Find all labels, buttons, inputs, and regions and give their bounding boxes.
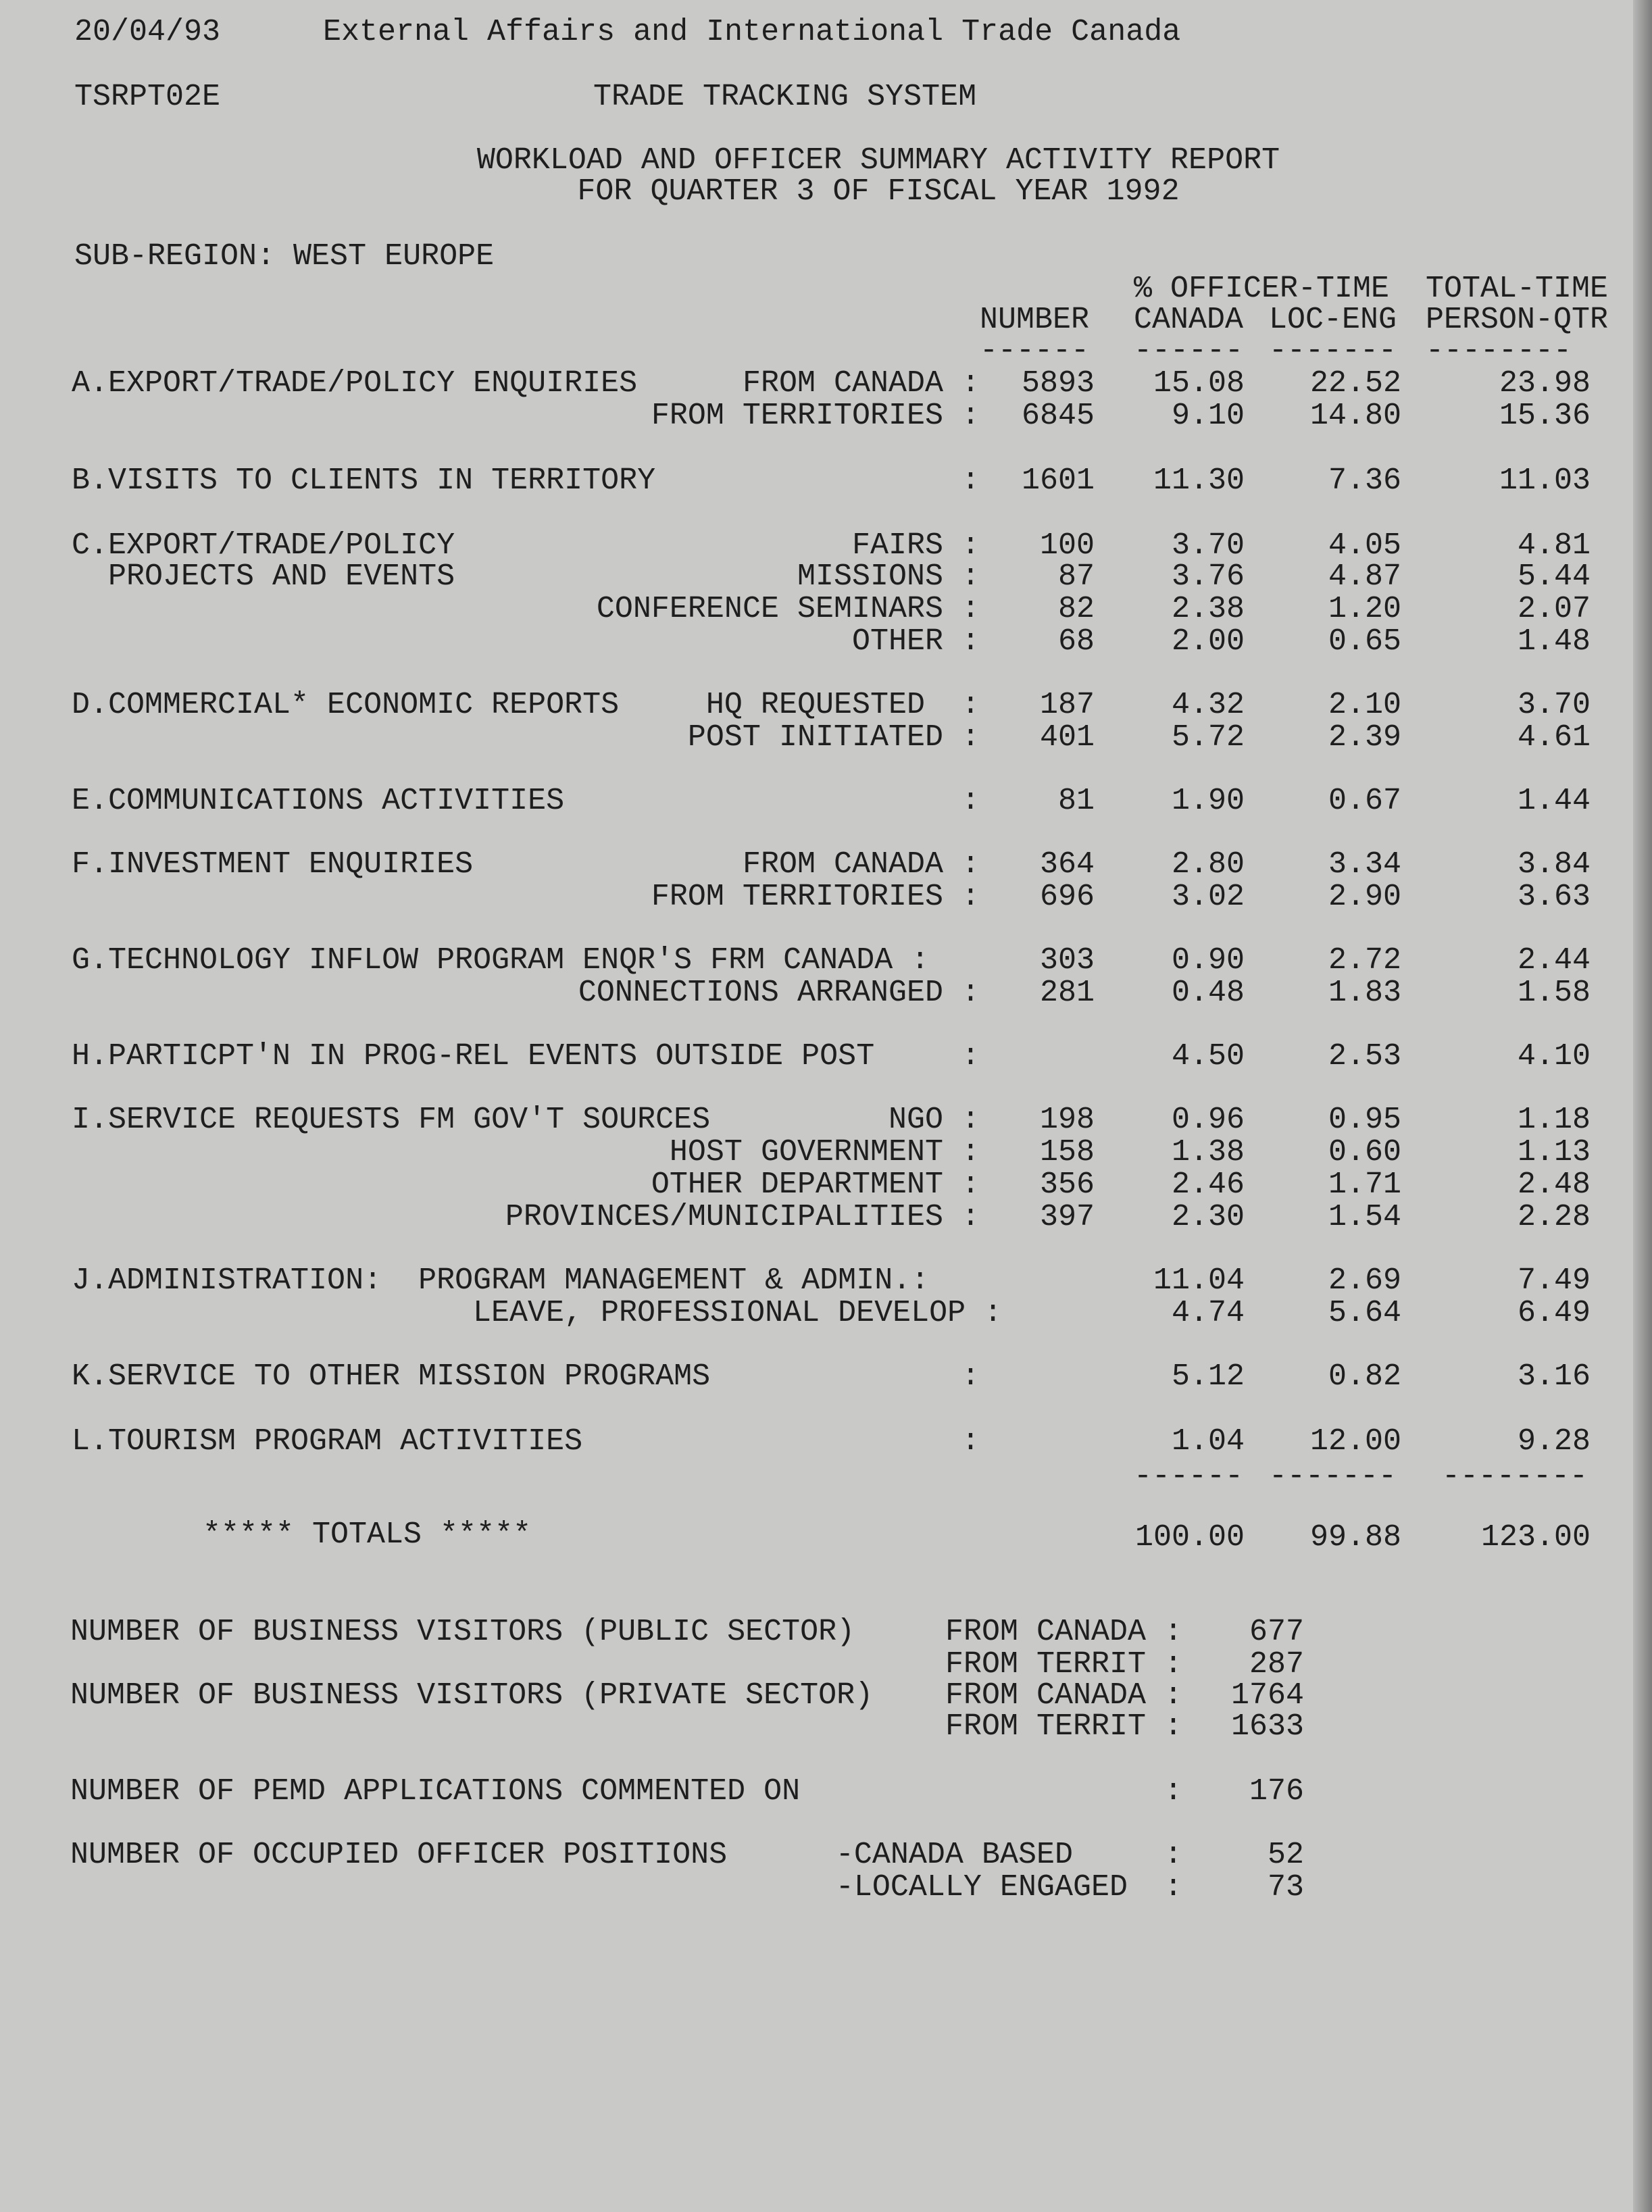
row-loc-eng-pct: 1.71 — [1328, 1167, 1401, 1202]
row-number: 82 — [1057, 592, 1095, 626]
row-person-qtr: 2.28 — [1517, 1200, 1591, 1234]
row-sub-label: : — [961, 1359, 980, 1394]
row-canada-pct: 3.76 — [1171, 559, 1245, 594]
footer-value: 677 — [1249, 1615, 1304, 1649]
row-person-qtr: 2.07 — [1517, 592, 1591, 626]
row-sub-label: OTHER DEPARTMENT : — [651, 1167, 980, 1202]
row-sub-label: FROM CANADA : — [742, 366, 980, 401]
row-canada-pct: 2.46 — [1171, 1167, 1245, 1202]
row-sub-label: CONFERENCE SEMINARS : — [596, 592, 980, 626]
row-person-qtr: 1.58 — [1517, 976, 1591, 1010]
row-loc-eng-pct: 1.20 — [1328, 592, 1401, 626]
row-sub-label: CONNECTIONS ARRANGED : — [578, 976, 980, 1010]
row-loc-eng-pct: 2.39 — [1328, 720, 1401, 755]
row-sub-label: FROM CANADA : — [742, 847, 980, 882]
row-sub-label: : — [961, 1424, 980, 1459]
report-subtitle: FOR QUARTER 3 OF FISCAL YEAR 1992 — [577, 174, 1180, 209]
row-number: 281 — [1039, 976, 1095, 1010]
row-sub-label: FAIRS : — [851, 528, 980, 563]
row-activity-label: L.TOURISM PROGRAM ACTIVITIES — [72, 1424, 583, 1459]
header-rule-number: ------ — [980, 334, 1090, 368]
row-activity-label: B.VISITS TO CLIENTS IN TERRITORY — [72, 463, 656, 498]
row-loc-eng-pct: 0.65 — [1328, 624, 1401, 659]
system-name: TRADE TRACKING SYSTEM — [593, 80, 977, 114]
footer-label: NUMBER OF OCCUPIED OFFICER POSITIONS — [70, 1838, 728, 1872]
footer-value: 176 — [1249, 1774, 1304, 1809]
row-sub-label: PROVINCES/MUNICIPALITIES : — [505, 1200, 980, 1234]
col-header-person-qtr: PERSON-QTR — [1426, 303, 1609, 337]
row-sub-label: FROM TERRITORIES : — [651, 880, 980, 914]
row-number: 158 — [1039, 1135, 1095, 1170]
row-loc-eng-pct: 2.10 — [1328, 688, 1401, 722]
row-number: 364 — [1039, 847, 1095, 882]
row-number: 198 — [1039, 1103, 1095, 1137]
row-activity-label: PROJECTS AND EVENTS — [72, 559, 455, 594]
row-sub-label: MISSIONS : — [797, 559, 980, 594]
row-sub-label: OTHER : — [851, 624, 980, 659]
row-person-qtr: 23.98 — [1499, 366, 1591, 401]
row-canada-pct: 15.08 — [1153, 366, 1245, 401]
row-activity-label: J.ADMINISTRATION: PROGRAM MANAGEMENT & ADMIN.: — [72, 1263, 930, 1298]
row-number: 356 — [1039, 1167, 1095, 1202]
row-loc-eng-pct: 22.52 — [1309, 366, 1401, 401]
row-loc-eng-pct: 1.54 — [1328, 1200, 1401, 1234]
row-number: 401 — [1039, 720, 1095, 755]
row-sub-label: POST INITIATED : — [687, 720, 980, 755]
row-person-qtr: 4.61 — [1517, 720, 1591, 755]
footer-sub-label: FROM TERRIT : — [945, 1647, 1182, 1682]
row-canada-pct: 0.48 — [1171, 976, 1245, 1010]
row-loc-eng-pct: 0.95 — [1328, 1103, 1401, 1137]
row-canada-pct: 5.72 — [1171, 720, 1245, 755]
footer-value: 52 — [1267, 1838, 1304, 1872]
row-person-qtr: 3.16 — [1517, 1359, 1591, 1394]
row-canada-pct: 4.32 — [1171, 688, 1245, 722]
row-canada-pct: 2.38 — [1171, 592, 1245, 626]
footer-value: 1633 — [1230, 1709, 1304, 1744]
row-number: 187 — [1039, 688, 1095, 722]
footer-sub-label: FROM CANADA : — [945, 1678, 1182, 1713]
row-canada-pct: 1.04 — [1171, 1424, 1245, 1459]
row-activity-label: F.INVESTMENT ENQUIRIES — [72, 847, 474, 882]
row-loc-eng-pct: 14.80 — [1309, 399, 1401, 433]
row-canada-pct: 4.50 — [1171, 1039, 1245, 1074]
row-activity-label: I.SERVICE REQUESTS FM GOV'T SOURCES — [72, 1103, 711, 1137]
row-number: 5893 — [1021, 366, 1095, 401]
row-number: 81 — [1057, 784, 1095, 818]
row-number: 68 — [1057, 624, 1095, 659]
row-person-qtr: 3.63 — [1517, 880, 1591, 914]
totals-loc-eng: 99.88 — [1309, 1520, 1401, 1555]
report-title: WORKLOAD AND OFFICER SUMMARY ACTIVITY REPORT — [476, 143, 1280, 178]
row-canada-pct: 11.30 — [1153, 463, 1245, 498]
col-header-canada: CANADA — [1134, 303, 1244, 337]
footer-sub-label: -LOCALLY ENGAGED : — [835, 1870, 1182, 1905]
row-person-qtr: 4.81 — [1517, 528, 1591, 563]
row-person-qtr: 2.48 — [1517, 1167, 1591, 1202]
totals-canada: 100.00 — [1134, 1520, 1245, 1555]
footer-value: 287 — [1249, 1647, 1304, 1682]
col-header-total-time: TOTAL-TIME — [1426, 272, 1609, 306]
row-person-qtr: 2.44 — [1517, 943, 1591, 978]
row-person-qtr: 7.49 — [1517, 1263, 1591, 1298]
row-number: 100 — [1039, 528, 1095, 563]
row-loc-eng-pct: 7.36 — [1328, 463, 1401, 498]
row-person-qtr: 4.10 — [1517, 1039, 1591, 1074]
row-canada-pct: 9.10 — [1171, 399, 1245, 433]
row-loc-eng-pct: 0.82 — [1328, 1359, 1401, 1394]
row-loc-eng-pct: 2.90 — [1328, 880, 1401, 914]
row-sub-label: : — [961, 463, 980, 498]
footer-value: 1764 — [1230, 1678, 1304, 1713]
row-loc-eng-pct: 12.00 — [1309, 1424, 1401, 1459]
row-loc-eng-pct: 1.83 — [1328, 976, 1401, 1010]
row-sub-label: HOST GOVERNMENT : — [669, 1135, 980, 1170]
row-number: 87 — [1057, 559, 1095, 594]
row-person-qtr: 1.48 — [1517, 624, 1591, 659]
totals-person-qtr: 123.00 — [1480, 1520, 1591, 1555]
sub-region: SUB-REGION: WEST EUROPE — [74, 239, 495, 274]
report-id: TSRPT02E — [74, 80, 221, 114]
row-activity-label: E.COMMUNICATIONS ACTIVITIES — [72, 784, 565, 818]
row-number: 303 — [1039, 943, 1095, 978]
row-person-qtr: 6.49 — [1517, 1296, 1591, 1330]
row-canada-pct: 1.90 — [1171, 784, 1245, 818]
header-rule-canada: ------ — [1134, 334, 1244, 368]
row-canada-pct: 5.12 — [1171, 1359, 1245, 1394]
col-header-loc-eng: LOC-ENG — [1269, 303, 1397, 337]
row-activity-label: G.TECHNOLOGY INFLOW PROGRAM ENQR'S FRM CANADA : — [72, 943, 930, 978]
row-canada-pct: 1.38 — [1171, 1135, 1245, 1170]
footer-sub-label: : — [1163, 1774, 1182, 1809]
row-person-qtr: 3.70 — [1517, 688, 1591, 722]
row-sub-label: : — [961, 1039, 980, 1074]
footer-label: NUMBER OF PEMD APPLICATIONS COMMENTED ON — [70, 1774, 801, 1809]
col-header-number: NUMBER — [980, 303, 1090, 337]
row-person-qtr: 11.03 — [1499, 463, 1591, 498]
row-loc-eng-pct: 5.64 — [1328, 1296, 1401, 1330]
row-person-qtr: 3.84 — [1517, 847, 1591, 882]
footer-sub-label: -CANADA BASED : — [835, 1838, 1182, 1872]
row-sub-label: LEAVE, PROFESSIONAL DEVELOP : — [473, 1296, 1003, 1330]
totals-rule-canada: ------ — [1134, 1459, 1244, 1494]
row-canada-pct: 11.04 — [1153, 1263, 1245, 1298]
row-number: 397 — [1039, 1200, 1095, 1234]
row-canada-pct: 2.30 — [1171, 1200, 1245, 1234]
row-loc-eng-pct: 2.53 — [1328, 1039, 1401, 1074]
row-canada-pct: 3.70 — [1171, 528, 1245, 563]
row-activity-label: A.EXPORT/TRADE/POLICY ENQUIRIES — [72, 366, 638, 401]
row-loc-eng-pct: 4.05 — [1328, 528, 1401, 563]
organization-name: External Affairs and International Trade Canada — [323, 15, 1181, 49]
row-person-qtr: 5.44 — [1517, 559, 1591, 594]
row-canada-pct: 2.00 — [1171, 624, 1245, 659]
row-activity-label: D.COMMERCIAL* ECONOMIC REPORTS — [72, 688, 620, 722]
footer-sub-label: FROM TERRIT : — [945, 1709, 1182, 1744]
header-rule-person-qtr: -------- — [1426, 334, 1572, 368]
row-canada-pct: 4.74 — [1171, 1296, 1245, 1330]
row-number: 6845 — [1021, 399, 1095, 433]
row-loc-eng-pct: 0.67 — [1328, 784, 1401, 818]
row-sub-label: : — [961, 784, 980, 818]
totals-rule-loc-eng: ------- — [1269, 1459, 1397, 1494]
row-person-qtr: 15.36 — [1499, 399, 1591, 433]
row-activity-label: C.EXPORT/TRADE/POLICY — [72, 528, 455, 563]
row-person-qtr: 1.13 — [1517, 1135, 1591, 1170]
row-activity-label: K.SERVICE TO OTHER MISSION PROGRAMS — [72, 1359, 711, 1394]
row-canada-pct: 2.80 — [1171, 847, 1245, 882]
scan-edge-shadow — [1633, 0, 1652, 2212]
row-sub-label: NGO : — [888, 1103, 980, 1137]
row-canada-pct: 3.02 — [1171, 880, 1245, 914]
row-loc-eng-pct: 2.72 — [1328, 943, 1401, 978]
totals-rule-person-qtr: -------- — [1442, 1459, 1588, 1494]
totals-label: ***** TOTALS ***** — [203, 1517, 532, 1552]
row-sub-label: HQ REQUESTED : — [705, 688, 980, 722]
row-person-qtr: 1.18 — [1517, 1103, 1591, 1137]
row-canada-pct: 0.90 — [1171, 943, 1245, 978]
footer-sub-label: FROM CANADA : — [945, 1615, 1182, 1649]
row-activity-label: H.PARTICPT'N IN PROG-REL EVENTS OUTSIDE POST — [72, 1039, 875, 1074]
row-person-qtr: 9.28 — [1517, 1424, 1591, 1459]
row-number: 696 — [1039, 880, 1095, 914]
footer-value: 73 — [1267, 1870, 1304, 1905]
row-loc-eng-pct: 0.60 — [1328, 1135, 1401, 1170]
report-date: 20/04/93 — [74, 15, 221, 49]
row-number: 1601 — [1021, 463, 1095, 498]
row-sub-label: FROM TERRITORIES : — [651, 399, 980, 433]
footer-label: NUMBER OF BUSINESS VISITORS (PUBLIC SECTOR) — [70, 1615, 855, 1649]
row-canada-pct: 0.96 — [1171, 1103, 1245, 1137]
col-header-pct-officer-time: % OFFICER-TIME — [1134, 272, 1390, 306]
footer-label: NUMBER OF BUSINESS VISITORS (PRIVATE SECTOR) — [70, 1678, 874, 1713]
row-loc-eng-pct: 2.69 — [1328, 1263, 1401, 1298]
row-loc-eng-pct: 4.87 — [1328, 559, 1401, 594]
row-loc-eng-pct: 3.34 — [1328, 847, 1401, 882]
header-rule-loc-eng: ------- — [1269, 334, 1397, 368]
row-person-qtr: 1.44 — [1517, 784, 1591, 818]
